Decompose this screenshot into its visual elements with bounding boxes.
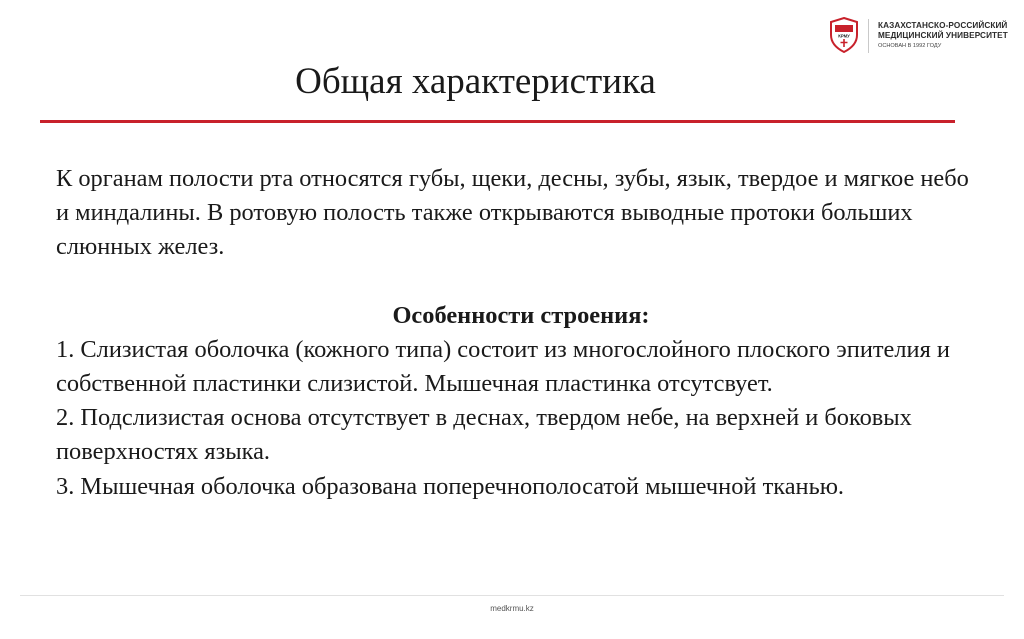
university-logo — [829, 17, 1008, 53]
logo-text — [878, 21, 1008, 50]
slide-title: Общая характеристика — [295, 61, 656, 102]
shield-text: КРМУ — [838, 33, 850, 39]
list-item-1: 1. Слизистая оболочка (кожного типа) состоит из многослойного плоского эпителия и собственной пластинки слизистой. Мышечная пластинка отсутсвует. — [56, 335, 950, 398]
logo-line-2: МЕДИЦИНСКИЙ УНИВЕРСИТЕТ — [878, 30, 1008, 40]
logo-divider — [868, 19, 869, 53]
title-underline — [40, 120, 955, 123]
logo-founded: ОСНОВАН В 1992 ГОДУ — [878, 43, 942, 49]
university-shield-icon — [829, 17, 859, 53]
list-item-2: 2. Подслизистая основа отсутствует в деснах, твердом небе, на верхней и боковых поверхностях языка. — [56, 404, 912, 466]
intro-paragraph: К органам полости рта относятся губы, щеки, десны, зубы, язык, твердое и мягкое небо и миндалины. В ротовую полость также открываются выводные протоки больших слюнных желез. — [56, 165, 969, 261]
footer-divider — [20, 595, 1004, 596]
logo-line-1: КАЗАХСТАНСКО-РОССИЙСКИЙ — [878, 21, 1008, 30]
structure-subheading: Особенности строения: — [392, 301, 650, 329]
footer-url: medkrmu.kz — [490, 604, 534, 613]
list-item-3: 3. Мышечная оболочка образована поперечнополосатой мышечной тканью. — [56, 472, 845, 500]
slide-content — [56, 162, 986, 504]
subheading-wrap — [56, 299, 986, 333]
